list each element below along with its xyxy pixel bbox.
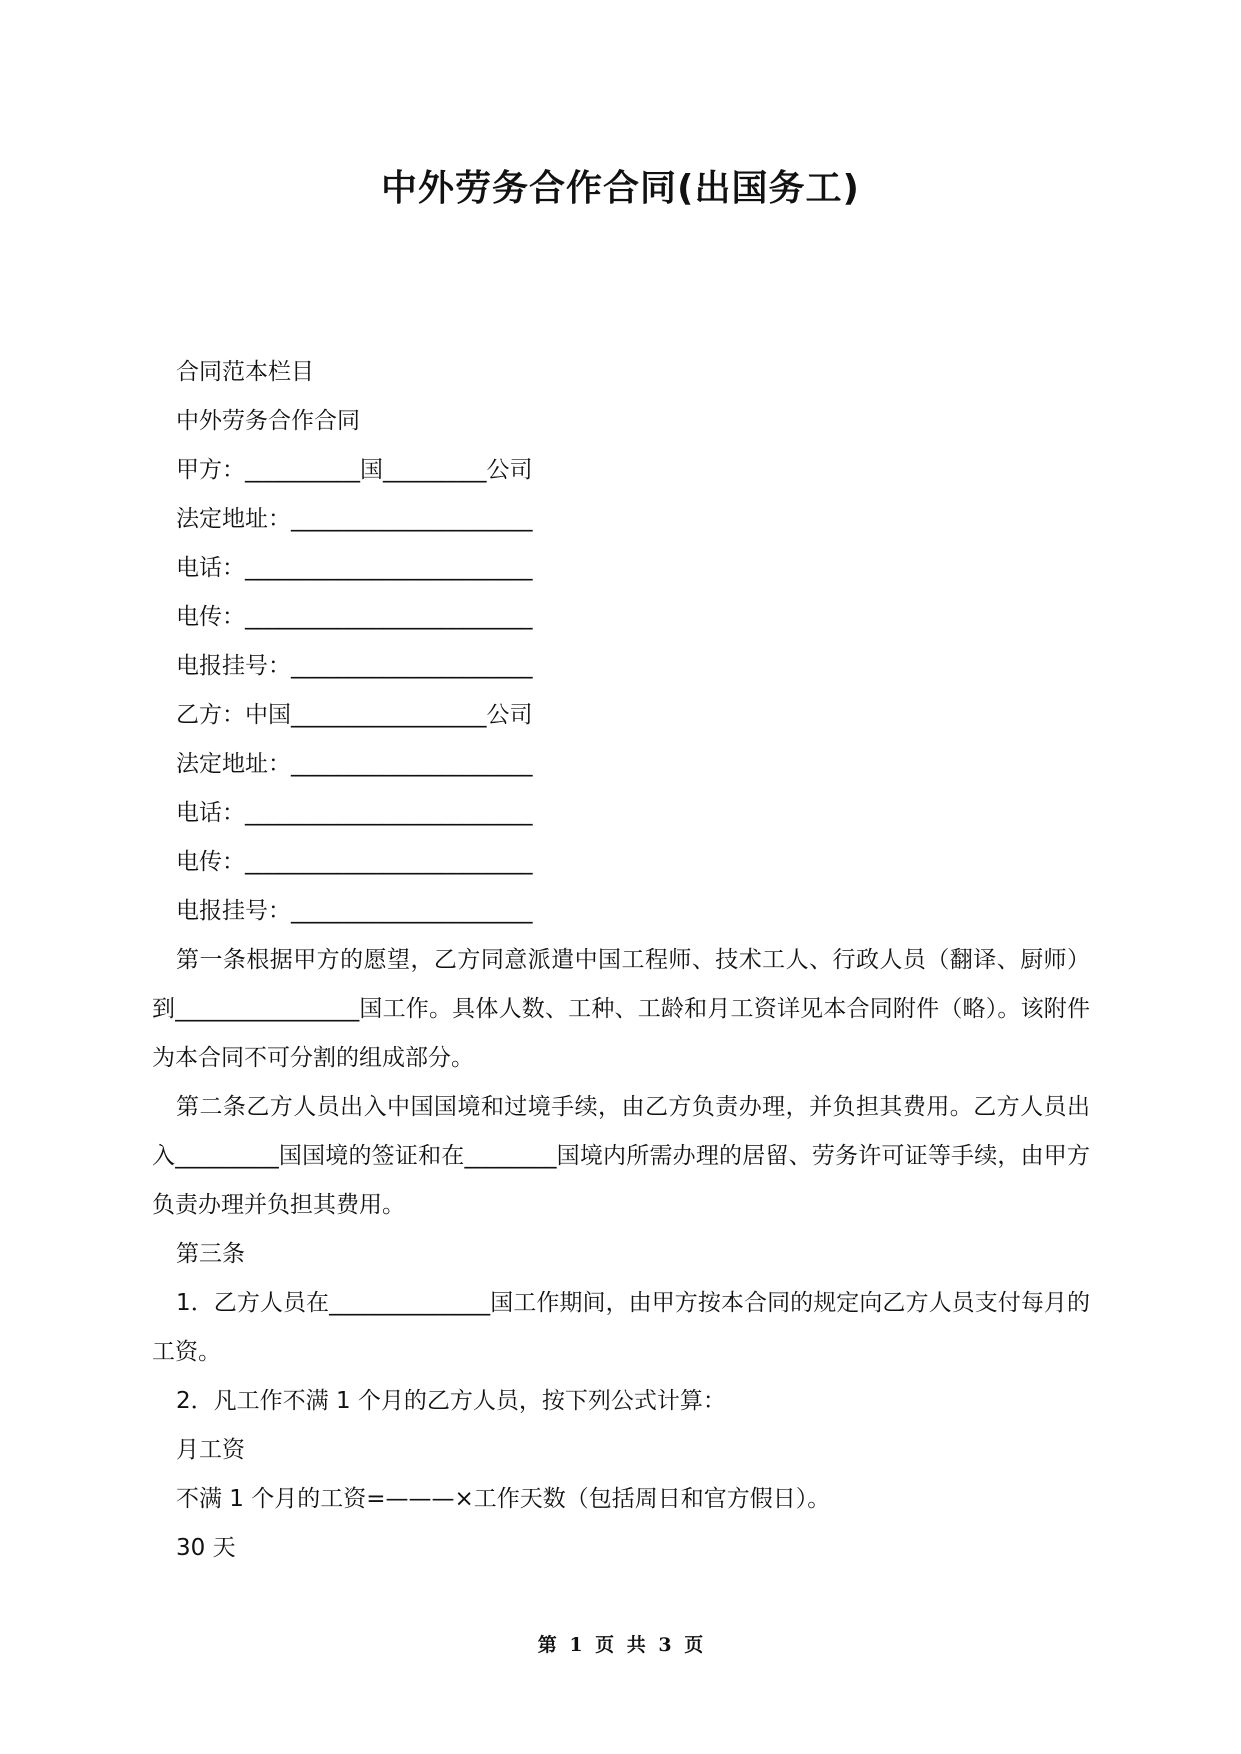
article-3-item-2: 2．凡工作不满 1 个月的乙方人员，按下列公式计算： [176,1388,726,1414]
section-label: 合同范本栏目 [176,359,314,385]
party-a-cable: 电报挂号：_____________________ [176,653,533,679]
article-3-heading: 第三条 [176,1241,245,1267]
page-indicator: 第 1 页 共 3 页 [537,1634,704,1656]
article-3-item-1: 1．乙方人员在______________国工作期间，由甲方按本合同的规定向乙方人员支付每月的工资。 [152,1290,1090,1365]
party-b-cable: 电报挂号：_____________________ [176,898,533,924]
party-b-address: 法定地址：_____________________ [176,751,533,777]
article-1: 第一条根据甲方的愿望，乙方同意派遣中国工程师、技术工人、行政人员（翻译、厨师）到________________国工作。具体人数、工种、工龄和月工资详见本合同附件（略）。该附件为本合同不可分割的组成部分。 [152,947,1090,1071]
contract-subtitle: 中外劳务合作合同 [176,408,360,434]
party-a-phone: 电话：_________________________ [176,555,533,581]
formula-line: 不满 1 个月的工资=———×工作天数（包括周日和官方假日）。 [176,1486,831,1512]
party-a-name: 甲方：__________国_________公司 [176,457,533,483]
party-b-phone: 电话：_________________________ [176,800,533,826]
party-b-name: 乙方：中国_________________公司 [176,702,533,728]
party-b-telex: 电传：_________________________ [176,849,533,875]
article-2: 第二条乙方人员出入中国国境和过境手续，由乙方负责办理，并负担其费用。乙方人员出入_________国国境的签证和在________国境内所需办理的居留、劳务许可证等手续，由甲方负责办理并负担其费用。 [152,1094,1090,1218]
formula-denominator: 30 天 [176,1535,236,1561]
formula-numerator: 月工资 [176,1437,245,1463]
party-a-address: 法定地址：_____________________ [176,506,533,532]
party-a-telex: 电传：_________________________ [176,604,533,630]
document-title: 中外劳务合作合同(出国务工) [381,168,860,209]
document-body [152,348,1090,1573]
